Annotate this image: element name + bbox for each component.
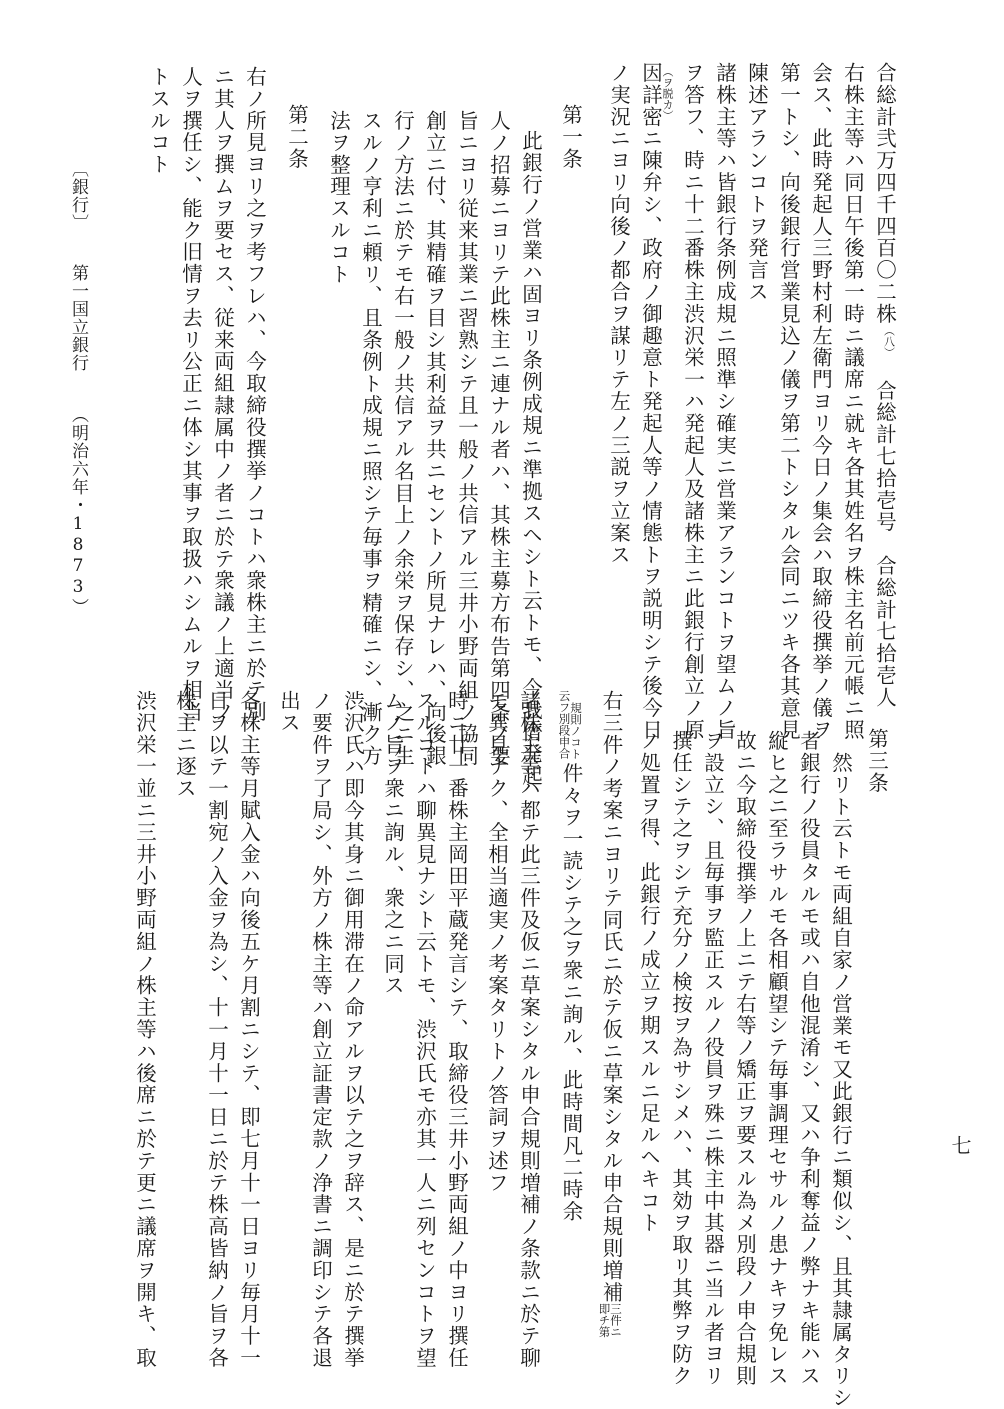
text-line: 法ヲ整理スルコト (326, 110, 351, 286)
text-line: 然リト云トモ両組自家ノ営業モ又此銀行ニ類似シ、且其隷属タリシ (828, 752, 853, 1409)
text-line: 者銀行ノ役員タルモ或ハ自他混淆シ、又ハ争利奪益ノ弊ナキ能ハス (796, 730, 821, 1387)
text-line: ノ実況ニヨリ向後ノ都合ヲ謀リテ左ノ三説ヲ立案ス (606, 62, 631, 566)
text-line: スルコトハ聊異見ナシト云トモ、渋沢氏モ亦其一人ニ列センコトヲ望 (412, 690, 437, 1369)
text-line: 株主ニ逐ス (172, 690, 197, 800)
text-line: 創立ニ付、其精確ヲ目シ其利益ヲ共ニセントノ所見ナレハ、向後銀 (422, 110, 447, 767)
text-line: 日ヲ以テ一割宛ノ入金ヲ為シ、十一月十一日ニ於テ株高皆納ノ旨ヲ各 (204, 690, 229, 1369)
ruby-note: （八） (882, 324, 896, 358)
section-heading: 第一条 (558, 104, 583, 170)
text-line: 第一トシ、向後銀行営業見込ノ儀ヲ第二トシタル会同ニツキ各其意見 (776, 62, 801, 741)
text-line: 因詳密ニ陳弁シ、政府ノ御趣意ト発起人等ノ情態トヲ説明シテ後今日 (638, 62, 663, 741)
text-line: 人ノ招募ニヨリテ此株主ニ連ナル者ハ、其株主募方布告第四条ノ要 (486, 110, 511, 767)
text-line: ヲ答フ、時ニ十二番株主渋沢栄一ハ発起人及諸株主ニ此銀行創立ノ原 (680, 62, 705, 741)
text-line: 合総計弐万四千四百〇二株（八） 合総計七拾壱号 合総計七拾壱人 (872, 62, 897, 709)
text-line: トスルコト (146, 66, 171, 176)
text-line: 此銀行ノ営業ハ固ヨリ条例成規ニ準拠スヘシト云トモ、今我儕発起 (518, 130, 543, 787)
text-line: 時ニ廿一番株主岡田平蔵発言シテ、取締役三井小野両組ノ中ヨリ撰任 (444, 690, 469, 1369)
text-line: 旨ニヨリ従来其業ニ習熟シテ且一般ノ共信アル三井小野両組ノ協同 (454, 110, 479, 767)
text-line: ヲ設立シ、且毎事ヲ監正スルノ役員ヲ殊ニ株主中其器ニ当ル者ヨリ (700, 730, 725, 1387)
section-heading: 第二条 (284, 104, 309, 170)
text-line: 諸株主等ハ都テ此三件及仮ニ草案シタル申合規則増補ノ条款ニ於テ聊 (516, 690, 541, 1369)
text-line: 故ニ今取締役撰挙ノ上ニテ右等ノ矯正ヲ要スル為メ別段ノ申合規則 (732, 730, 757, 1387)
inline-note: 即チ第三件ニ (597, 1303, 623, 1338)
text-line: スルノ亨利ニ頼リ、且条例ト成規ニ照シテ毎事ヲ精確ニシ、漸ク方 (358, 110, 383, 767)
text-line: 諸株主等ハ皆銀行条例成規ニ照準シ確実ニ営業アランコトヲ望ムノ旨 (712, 62, 737, 741)
text-line: モ異見ナク、全相当適実ノ考案タリトノ答詞ヲ述フ (484, 690, 509, 1194)
text-line: 右ノ所見ヨリ之ヲ考フレハ、今取締役撰挙ノコトハ衆株主ニ於テ別 (242, 66, 267, 723)
footer-bank: 第一国立銀行 (68, 264, 88, 372)
text-line: 人ヲ撰任シ、能ク旧情ヲ去リ公正ニ体シ其事ヲ取扱ハシムルヲ相当 (178, 66, 203, 723)
text-line: 各株主等月賦入金ハ向後五ケ月割ニシテ、即七月十一日ヨリ毎月十一 (236, 690, 261, 1369)
footer-category: 〔銀行〕 (68, 160, 88, 232)
text-line: ニ其人ヲ撰ムヲ要セス、従来両組隷属中ノ者ニ於テ衆議ノ上適当ノ (210, 66, 235, 723)
text-line: 出ス (276, 690, 301, 734)
text-line: 会ス、此時発起人三野村利左衛門ヨリ今日ノ集会ハ取締役撰挙ノ儀ヲ (808, 62, 833, 741)
text-line: 渋沢氏ハ即今其身ニ御用滞在ノ命アルヲ以テ之ヲ辞ス、是ニ於テ撰挙 (340, 690, 365, 1369)
footer-year: （明治六年・1873） (68, 406, 88, 616)
section-heading: 第三条 (864, 728, 889, 794)
text-line: ノ処置ヲ得、此銀行ノ成立ヲ期スルニ足ルヘキコト (636, 730, 661, 1234)
text-line: 右三件ノ考案ニヨリテ同氏ニ於テ仮ニ草案シタル申合規則増補即チ第三件ニ (598, 690, 621, 1341)
footer (66, 160, 91, 616)
text-line: 陳述アランコトヲ発言ス (744, 62, 769, 303)
text-line: ノ要件ヲ了局シ、外方ノ株主等ハ創立証書定款ノ浄書ニ調印シテ各退 (308, 690, 333, 1369)
inline-note: 云フ別段申合規則ノコト (557, 690, 583, 759)
text-line: 撰任シテ之ヲシテ充分ノ検按ヲ為サシメハ、其効ヲ取リ其弊ヲ防ク (668, 730, 693, 1387)
text-line: ムノ旨ヲ衆ニ詢ル、衆之ニ同ス (380, 690, 405, 997)
text-line: 右株主等ハ同日午後第一時ニ議席ニ就キ各其姓名ヲ株主名前元帳ニ照 (840, 62, 865, 741)
editorial-note: （ヲ脱カ） (661, 66, 674, 121)
text-line: 行ノ方法ニ於テモ右一般ノ共信アル名目上ノ余栄ヲ保存シ、之ニ生 (390, 110, 415, 767)
page-number: 七 (948, 1135, 972, 1155)
text-line: 縦ヒ之ニ至ラサルモ各相顧望シテ毎事調理セサルノ患ナキヲ免レス (764, 730, 789, 1387)
text-line: 云フ別段申合規則ノコト件々ヲ一読シテ之ヲ衆ニ詢ル、此時間凡二時余 (557, 690, 583, 1223)
text-line: 渋沢栄一並ニ三井小野両組ノ株主等ハ後席ニ於テ更ニ議席ヲ開キ、取 (132, 690, 157, 1369)
